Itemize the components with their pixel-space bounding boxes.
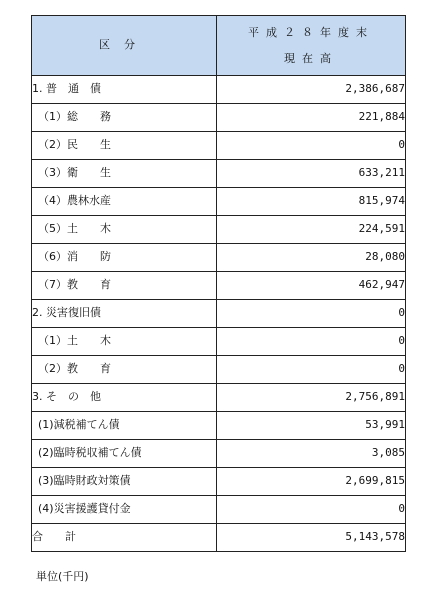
row-value: 0 [217,300,406,328]
row-label: (3)臨時財政対策債 [32,468,217,496]
table-body [32,76,406,552]
row-label: (4)災害援護貸付金 [32,496,217,524]
debt-balance-table [31,15,406,552]
table-row [32,76,406,104]
row-value: 28,080 [217,244,406,272]
row-value: 462,947 [217,272,406,300]
row-value: 633,211 [217,160,406,188]
table-row [32,356,406,384]
table-row [32,188,406,216]
row-label: （1）総 務 [32,104,217,132]
table-row [32,384,406,412]
table-row [32,300,406,328]
row-value: 0 [217,356,406,384]
table-header-row [32,16,406,76]
row-label: （2）民 生 [32,132,217,160]
row-value: 224,591 [217,216,406,244]
row-value: 3,085 [217,440,406,468]
row-label: (2)臨時税収補てん債 [32,440,217,468]
row-label: （2）教 育 [32,356,217,384]
header-balance [217,16,406,76]
row-value: 5,143,578 [217,524,406,552]
table-row [32,272,406,300]
row-label: （3）衛 生 [32,160,217,188]
row-value: 2,386,687 [217,76,406,104]
header-category: 区分 [32,16,217,76]
row-label: （5）土 木 [32,216,217,244]
row-value: 53,991 [217,412,406,440]
row-label: （1）土 木 [32,328,217,356]
row-label: 合 計 [32,524,217,552]
row-label: (1)減税補てん債 [32,412,217,440]
row-value: 0 [217,132,406,160]
row-value: 815,974 [217,188,406,216]
row-label: （6）消 防 [32,244,217,272]
row-value: 2,699,815 [217,468,406,496]
table-row [32,440,406,468]
unit-note: 単位(千円) [36,570,89,583]
table-row [32,132,406,160]
row-value: 221,884 [217,104,406,132]
table-row [32,524,406,552]
table-row [32,160,406,188]
table-row [32,412,406,440]
header-balance-line2: 現在高 [284,51,338,65]
table-row [32,104,406,132]
header-balance-line1: 平成２８年度末 [248,25,374,39]
row-label: 1. 普 通 債 [32,76,217,104]
table-row [32,468,406,496]
row-label: 3. そ の 他 [32,384,217,412]
table-row [32,328,406,356]
row-label: 2. 災害復旧債 [32,300,217,328]
table-row [32,244,406,272]
row-label: （4）農林水産 [32,188,217,216]
row-value: 2,756,891 [217,384,406,412]
table-row [32,496,406,524]
row-value: 0 [217,328,406,356]
row-value: 0 [217,496,406,524]
table-row [32,216,406,244]
row-label: （7）教 育 [32,272,217,300]
